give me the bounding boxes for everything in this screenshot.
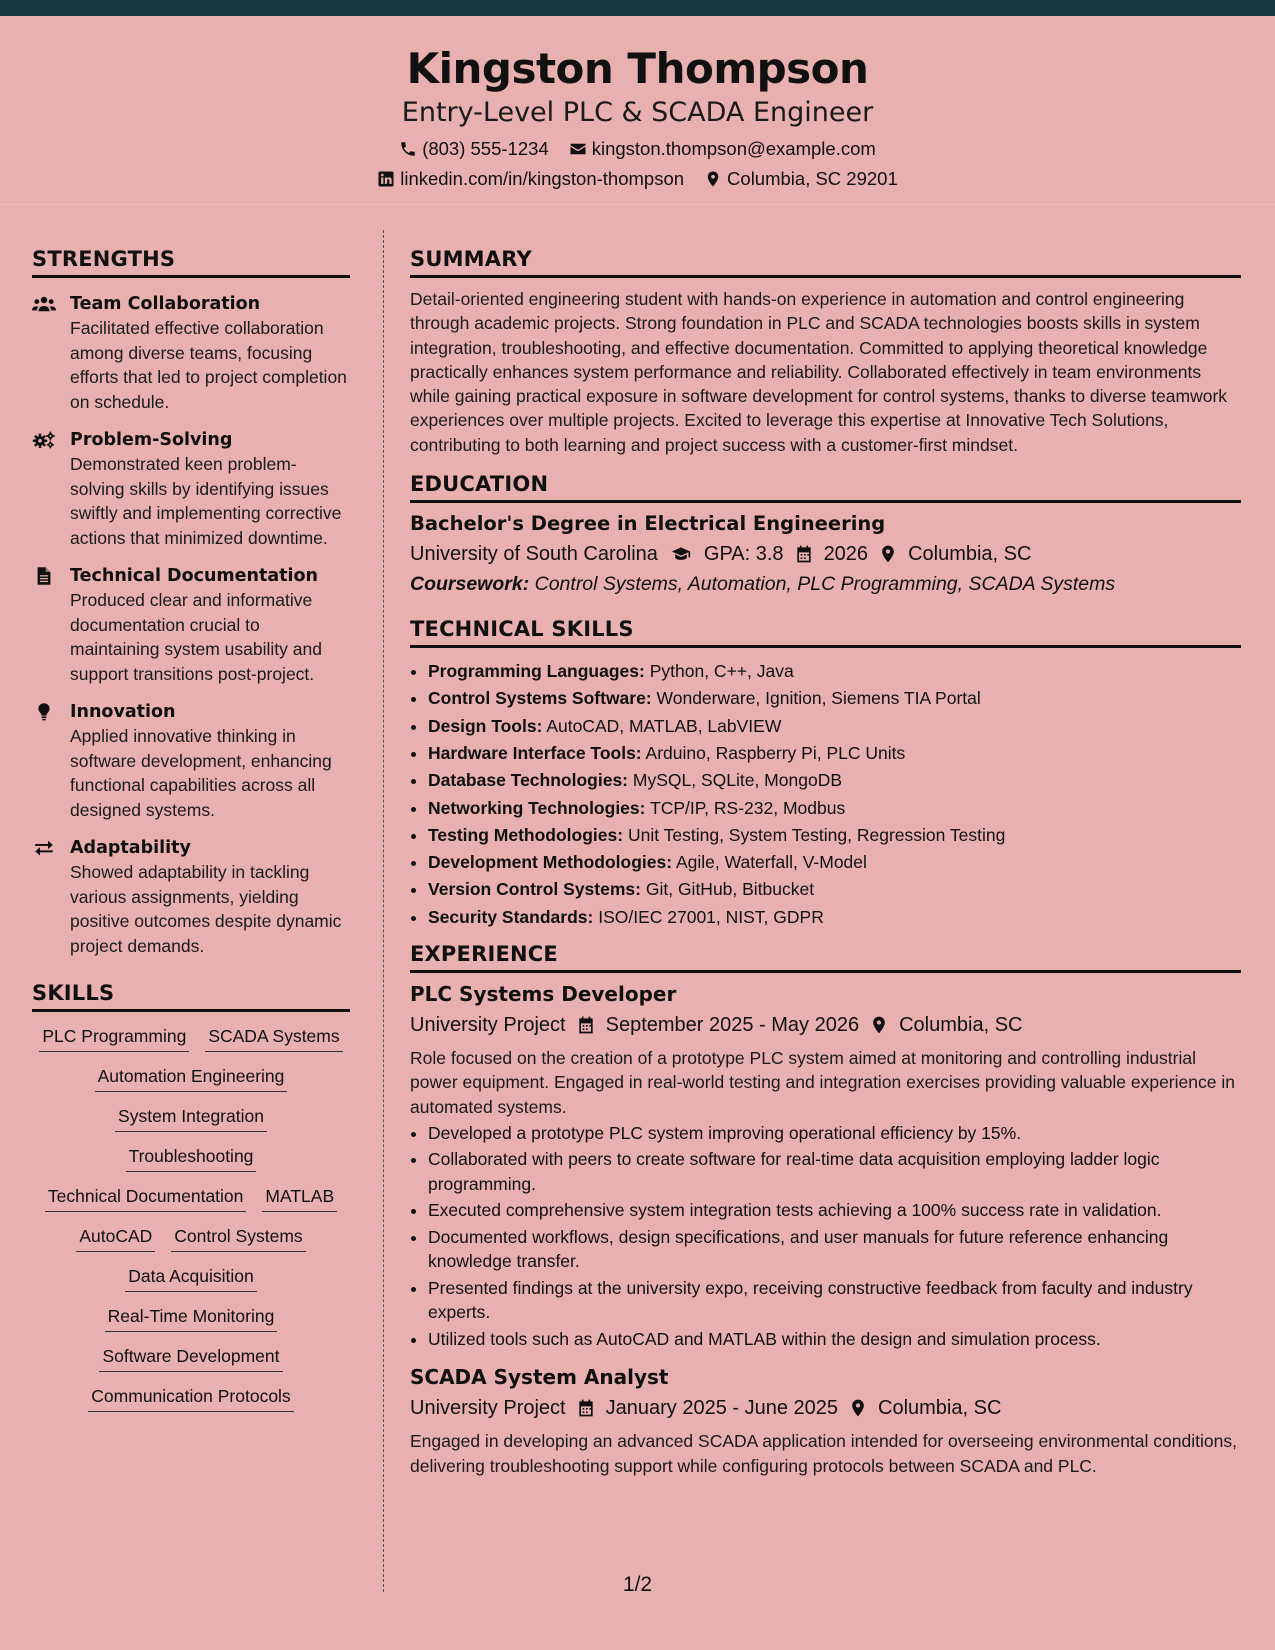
technical-skill-item: [428, 685, 1241, 712]
job-org: University Project: [410, 1014, 566, 1037]
strength-desc: Applied innovative thinking in software development, enhancing functional capabilities across all designed systems.: [70, 726, 332, 820]
technical-skill-item: [428, 767, 1241, 794]
column-divider: [383, 230, 384, 1592]
job-bullet: • Developed a prototype PLC system improving operational efficiency by 15%.: [428, 1121, 1241, 1146]
strength-item: [32, 292, 350, 414]
strength-title: Team Collaboration: [70, 294, 261, 314]
page-number: 1/2: [622, 1573, 653, 1596]
technical-skill-item: [428, 849, 1241, 876]
strength-item: [32, 836, 350, 958]
strength-item: [32, 700, 350, 822]
strengths-heading: STRENGTHS: [32, 246, 350, 278]
users-icon: [32, 294, 56, 314]
email-contact[interactable]: [569, 138, 876, 160]
degree-title: Bachelor's Degree in Electrical Engineering: [410, 512, 886, 536]
technical-skill-value: TCP/IP, RS-232, Modbus: [650, 797, 846, 818]
technical-skill-value: Agile, Waterfall, V-Model: [675, 852, 867, 873]
linkedin-contact[interactable]: [377, 168, 684, 190]
technical-skill-item: [428, 795, 1241, 822]
contact-line-2: [0, 168, 1275, 190]
summary-heading: SUMMARY: [410, 246, 1241, 278]
job-bullet: • Presented findings at the university expo, receiving constructive feedback from faculty and industry experts.: [428, 1276, 1241, 1325]
skills-row: [32, 1384, 350, 1412]
job-dates: September 2025 - May 2026: [605, 1014, 860, 1037]
technical-skill-value: Wonderware, Ignition, Siemens TIA Portal: [656, 688, 981, 709]
skill-tag: System Integration: [115, 1104, 267, 1132]
technical-skill-label: Database Technologies:: [428, 770, 629, 791]
phone-text: (803) 555-1234: [422, 138, 549, 159]
gears-icon: [32, 430, 56, 450]
strength-title: Problem-Solving: [70, 430, 233, 450]
skill-tag: Automation Engineering: [95, 1064, 288, 1092]
skill-tag: Troubleshooting: [126, 1144, 257, 1172]
map-marker-icon: [704, 170, 722, 188]
coursework-label: Coursework:: [410, 573, 530, 596]
linkedin-icon: [377, 170, 395, 188]
technical-skill-item: [428, 740, 1241, 767]
experience-heading: EXPERIENCE: [410, 941, 1241, 973]
lightbulb-icon: [32, 702, 56, 722]
calendar-icon: [576, 1015, 596, 1035]
document-icon: [32, 566, 56, 586]
education-section: [410, 471, 1241, 598]
job-location: Columbia, SC: [899, 1014, 1023, 1037]
skill-tag: PLC Programming: [39, 1024, 189, 1052]
skill-tag: Communication Protocols: [88, 1384, 293, 1412]
job-bullet: • Utilized tools such as AutoCAD and MATLAB within the design and simulation process.: [428, 1327, 1241, 1352]
skills-list: [32, 1024, 350, 1412]
job-location: Columbia, SC: [878, 1397, 1002, 1420]
jobs-list: [410, 980, 1241, 1478]
technical-skill-label: Version Control Systems:: [428, 879, 641, 900]
technical-skills-heading: TECHNICAL SKILLS: [410, 616, 1241, 648]
strength-item: [32, 564, 350, 686]
location-contact: [704, 168, 898, 190]
location-text: Columbia, SC 29201: [727, 168, 898, 189]
strength-desc: Facilitated effective collaboration among diverse teams, focusing efforts that led to project completion on schedule.: [70, 318, 347, 412]
technical-skill-value: MySQL, SQLite, MongoDB: [632, 770, 843, 791]
skill-tag: SCADA Systems: [205, 1024, 342, 1052]
job-description: Engaged in developing an advanced SCADA application intended for overseeing environmental conditions, delivering troubleshooting support while configuring protocols between SCADA and PLC.: [410, 1431, 1237, 1476]
map-marker-icon: [878, 544, 898, 564]
calendar-icon: [576, 1398, 596, 1418]
technical-skill-label: Programming Languages:: [428, 661, 645, 682]
education-heading: EDUCATION: [410, 471, 1241, 503]
skill-tag: Real-Time Monitoring: [105, 1304, 278, 1332]
right-column: [410, 246, 1241, 1478]
phone-contact: [399, 138, 549, 160]
strength-title: Adaptability: [70, 838, 191, 858]
strength-item: [32, 428, 350, 550]
linkedin-text[interactable]: linkedin.com/in/kingston-thompson: [400, 168, 685, 189]
skill-tag: MATLAB: [262, 1184, 337, 1212]
skill-tag: Technical Documentation: [45, 1184, 247, 1212]
technical-skill-label: Control Systems Software:: [428, 688, 652, 709]
job-title: SCADA System Analyst: [410, 1365, 669, 1390]
job-entry: [410, 1363, 1241, 1478]
job-entry: [410, 980, 1241, 1351]
candidate-title: Entry-Level PLC & SCADA Engineer: [401, 97, 874, 128]
technical-skill-label: Testing Methodologies:: [428, 824, 624, 845]
technical-skill-value: Python, C++, Java: [649, 661, 794, 682]
strength-title: Technical Documentation: [70, 566, 319, 586]
technical-skill-item: [428, 658, 1241, 685]
skill-tag: Software Development: [99, 1344, 282, 1372]
skills-row: [32, 1304, 350, 1332]
strength-desc: Showed adaptability in tackling various assignments, yielding positive outcomes despite dynamic project demands.: [70, 862, 342, 956]
job-bullets: [410, 1121, 1241, 1352]
school-name: University of South Carolina: [410, 543, 658, 566]
job-description: Role focused on the creation of a prototype PLC system aimed at monitoring and controlling industrial power equipment. Engaged in real-world testing and integration exercises providing valuable experience in automated systems.: [410, 1048, 1235, 1117]
skills-row: [32, 1064, 350, 1092]
job-meta: [410, 1394, 1241, 1422]
coursework-text: Control Systems, Automation, PLC Programming, SCADA Systems: [534, 573, 1116, 596]
skill-tag: Data Acquisition: [125, 1264, 257, 1292]
education-location: Columbia, SC: [908, 543, 1032, 566]
skills-row: [32, 1344, 350, 1372]
skills-row: [32, 1184, 350, 1212]
strength-desc: Demonstrated keen problem-solving skills by identifying issues swiftly and implementing corrective actions that minimized downtime.: [70, 454, 342, 548]
coursework: [410, 570, 1241, 598]
skills-row: [32, 1024, 350, 1052]
resume-header: [0, 16, 1275, 205]
job-bullet: • Collaborated with peers to create software for real-time data acquisition employing ladder logic programming.: [428, 1147, 1241, 1196]
technical-skills-section: [410, 616, 1241, 931]
technical-skills-list: [410, 658, 1241, 931]
technical-skill-value: Git, GitHub, Bitbucket: [645, 879, 815, 900]
job-meta: [410, 1011, 1241, 1039]
education-meta: [410, 540, 1241, 568]
graduation-cap-icon: [668, 544, 694, 564]
job-bullet: • Documented workflows, design specifications, and user manuals for future reference enhancing knowledge transfer.: [428, 1225, 1241, 1274]
skills-row: [32, 1104, 350, 1132]
strength-title: Innovation: [70, 702, 176, 722]
skill-tag: AutoCAD: [76, 1224, 155, 1252]
experience-section: [410, 941, 1241, 1478]
technical-skill-item: [428, 713, 1241, 740]
graduation-year: 2026: [823, 543, 869, 566]
candidate-name: Kingston Thompson: [406, 44, 869, 93]
job-bullet: • Executed comprehensive system integration tests achieving a 100% success rate in validation.: [428, 1198, 1241, 1223]
technical-skill-value: Arduino, Raspberry Pi, PLC Units: [645, 742, 906, 763]
technical-skill-item: [428, 822, 1241, 849]
job-title: PLC Systems Developer: [410, 982, 677, 1007]
technical-skill-label: Development Methodologies:: [428, 852, 673, 873]
envelope-icon: [569, 140, 587, 158]
top-accent-bar: [0, 0, 1275, 16]
technical-skill-label: Networking Technologies:: [428, 797, 646, 818]
exchange-icon: [32, 838, 56, 858]
contact-line-1: [0, 138, 1275, 160]
email-text[interactable]: kingston.thompson@example.com: [591, 138, 876, 159]
gpa-text: GPA: 3.8: [703, 543, 784, 566]
skills-row: [32, 1224, 350, 1252]
job-dates: January 2025 - June 2025: [605, 1397, 839, 1420]
technical-skill-value: AutoCAD, MATLAB, LabVIEW: [546, 715, 782, 736]
skills-row: [32, 1264, 350, 1292]
skills-heading: SKILLS: [32, 980, 350, 1012]
phone-icon: [399, 140, 417, 158]
skills-row: [32, 1144, 350, 1172]
strength-desc: Produced clear and informative documentation crucial to maintaining system usability and support transitions post-project.: [70, 590, 322, 684]
technical-skill-value: ISO/IEC 27001, NIST, GDPR: [598, 906, 824, 927]
job-org: University Project: [410, 1397, 566, 1420]
technical-skill-item: [428, 876, 1241, 903]
summary-text: Detail-oriented engineering student with hands-on experience in automation and control engineering through academic projects. Strong foundation in PLC and SCADA technologies boosts skills in system integration, troubleshooting, and effective documentation. Committed to applying theoretical knowledge practically enhances system performance and reliability. Collaborated effectively in team environments while gaining practical exposure in software development for control systems, thanks to diverse teamwork experiences over multiple projects. Excited to leverage this expertise at Innovative Tech Solutions, contributing to both learning and project success with a customer-first mindset.: [410, 289, 1228, 455]
map-marker-icon: [848, 1398, 868, 1418]
technical-skill-label: Security Standards:: [428, 906, 594, 927]
technical-skill-value: Unit Testing, System Testing, Regression Testing: [627, 824, 1006, 845]
calendar-icon: [794, 544, 814, 564]
skill-tag: Control Systems: [171, 1224, 305, 1252]
left-column: [32, 246, 350, 1412]
technical-skill-label: Design Tools:: [428, 715, 543, 736]
technical-skill-label: Hardware Interface Tools:: [428, 742, 642, 763]
map-marker-icon: [869, 1015, 889, 1035]
technical-skill-item: [428, 904, 1241, 931]
